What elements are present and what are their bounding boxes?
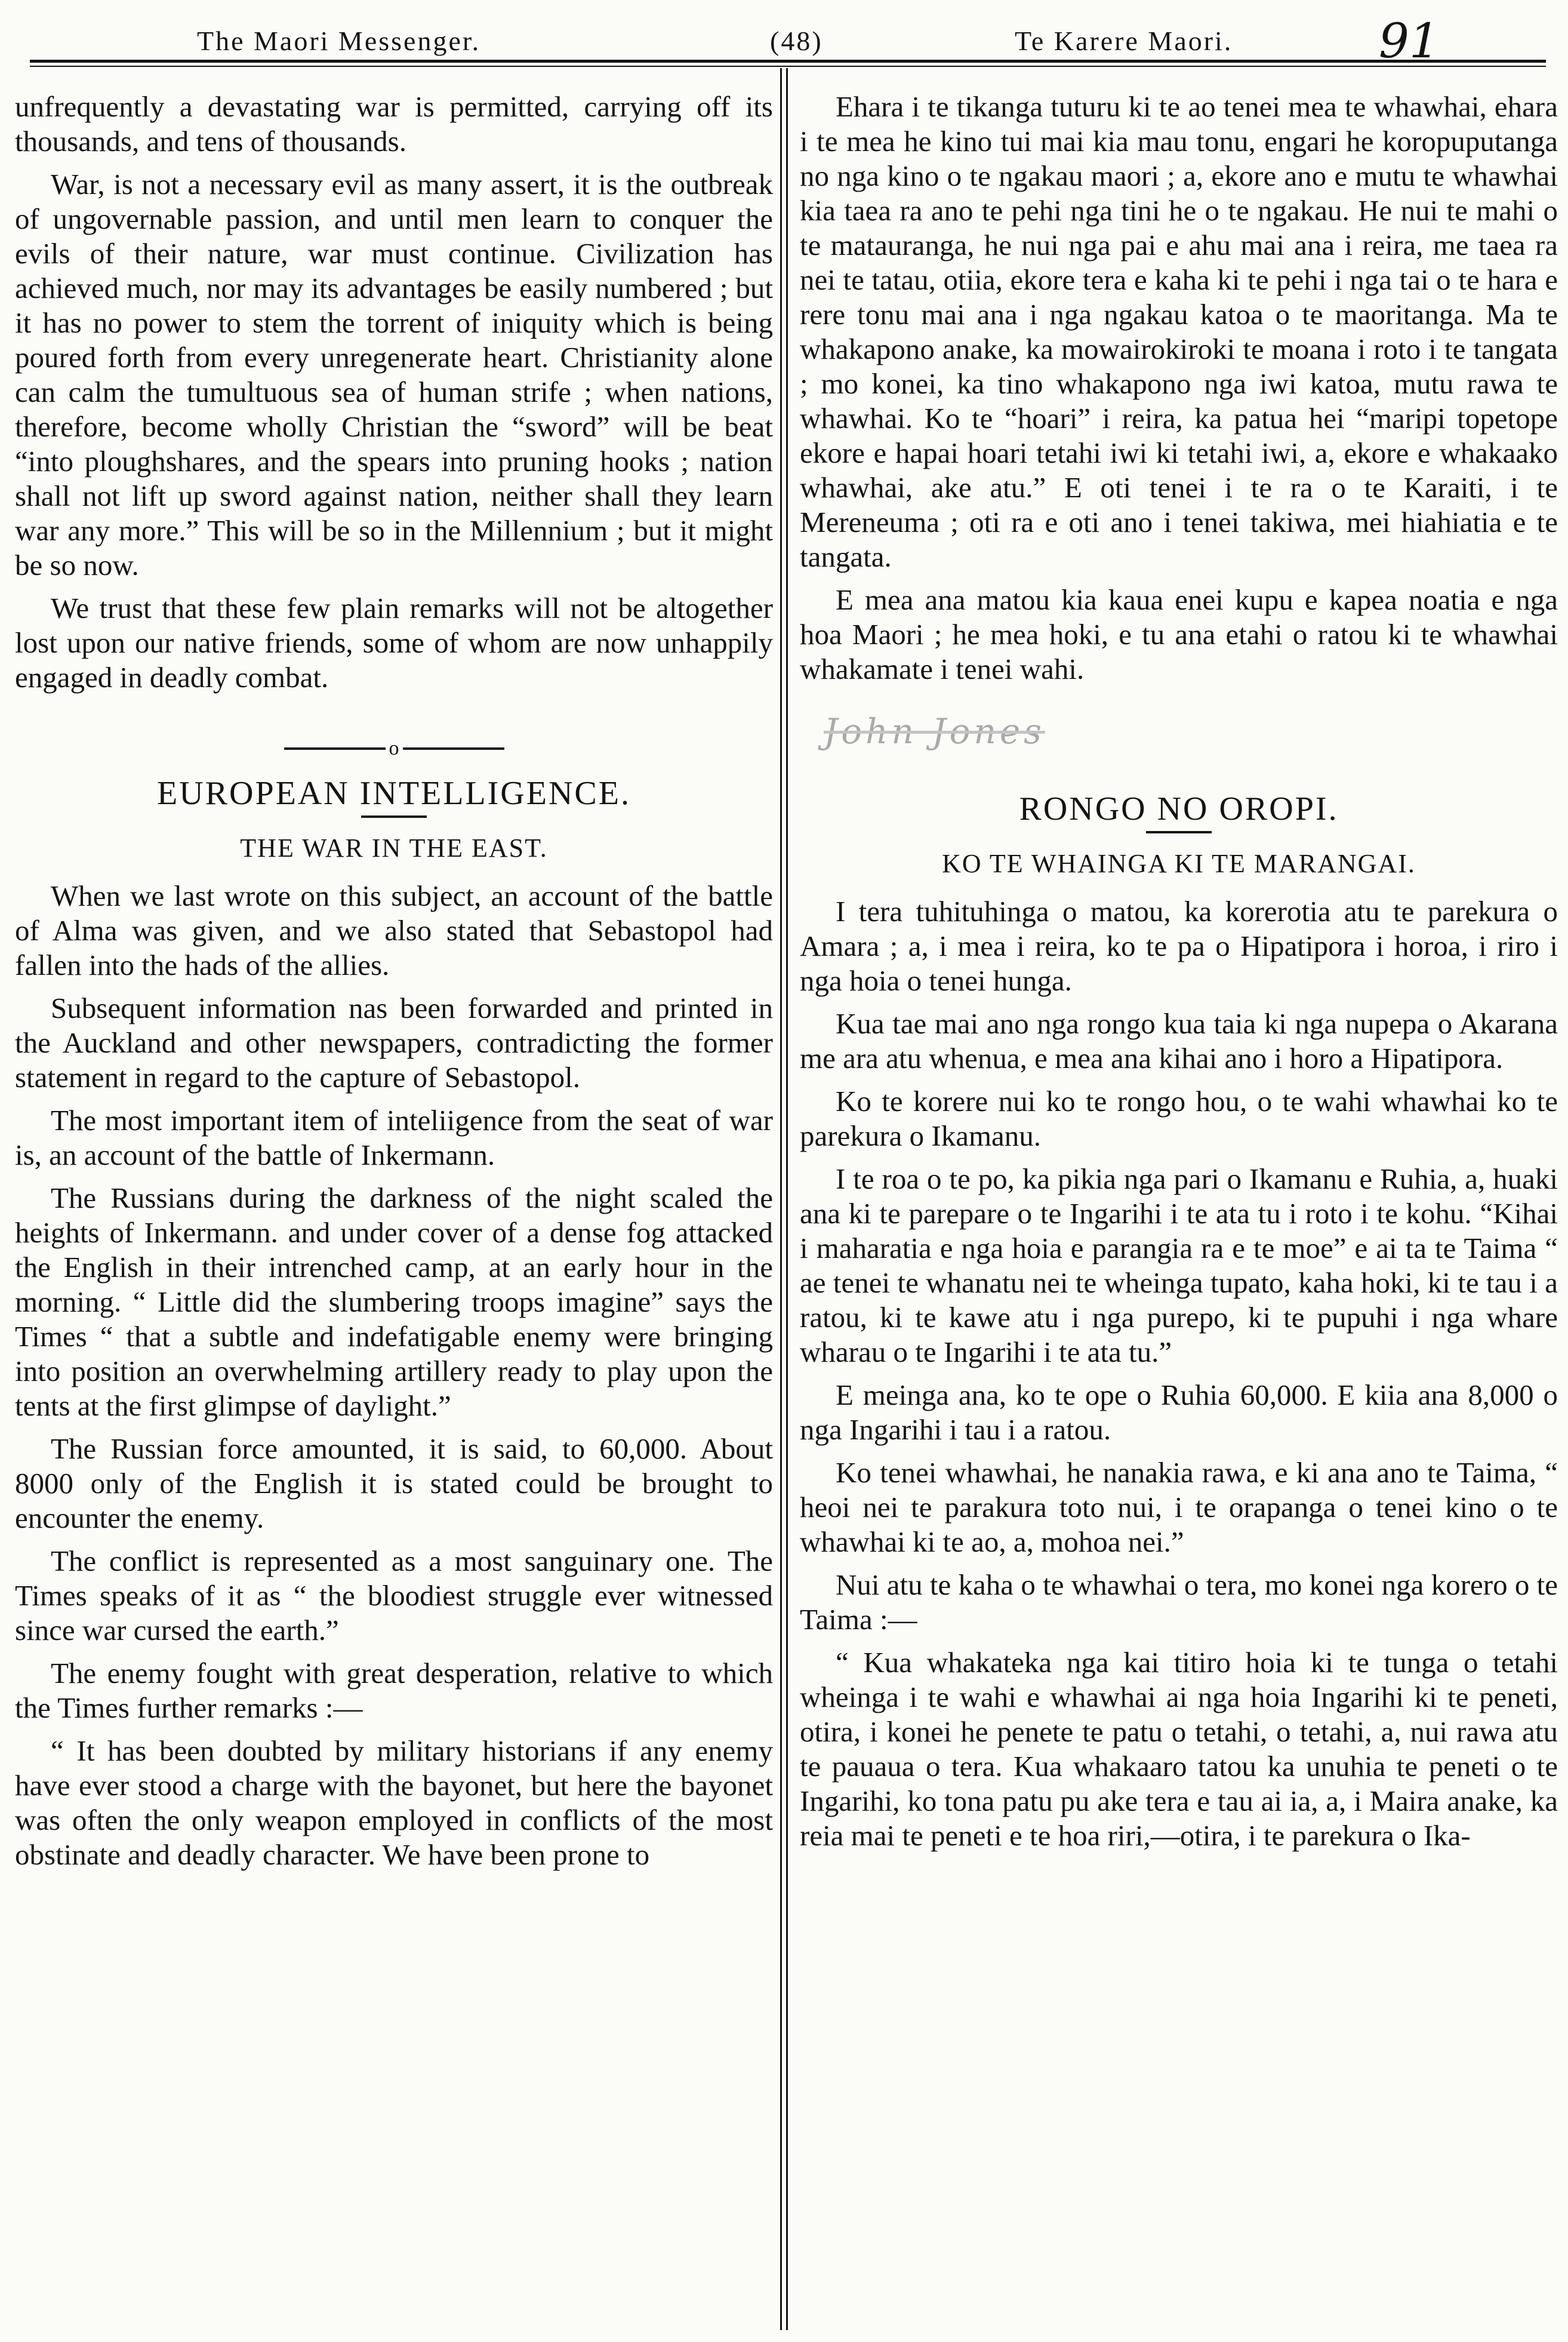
- section-heading: RONGO NO OROPI.: [1019, 790, 1339, 827]
- paragraph: The conflict is represented as a most sanguinary one. The Times speaks of it as “ the bloodiest struggle ever witnessed since war cursed the earth.”: [15, 1544, 773, 1647]
- paragraph: I tera tuhituhinga o matou, ka korerotia atu te parekura o Amara ; a, i mea i reira, ko te pa o Hipatipora i horoa, i riro i nga hoia o tenei hunga.: [800, 895, 1558, 997]
- paragraph: We trust that these few plain remarks will not be altogether lost upon our native friends, some of whom are now unhappily engaged in deadly combat.: [15, 592, 773, 694]
- header-left-title: The Maori Messenger.: [197, 26, 481, 56]
- header-rule-thin: [30, 66, 1546, 67]
- paragraph: Kua tae mai ano nga rongo kua taia ki nga nupepa o Akarana me ara atu whenua, e mea ana kihai ano i horo a Hipatipora.: [800, 1007, 1558, 1075]
- maori-column: [800, 90, 1558, 2334]
- page-number: (48): [770, 26, 823, 56]
- faded-signature: John Jones: [824, 711, 1045, 752]
- running-head: [0, 13, 1568, 69]
- sub-heading: KO TE WHAINGA KI TE MARANGAI.: [942, 849, 1416, 878]
- paragraph: Ehara i te tikanga tuturu ki te ao tenei mea te whawhai, ehara i te mea he kino tui mai kia mau tonu, engari he koropuputanga no nga kino o te ngakau maori ; a, ekore ano e mutu te whawhai kia taea ra ano te pehi nga tini he o te ngakau. He nui te mahi o te matauranga, he nui nga pai e ahu mai ana i reira, me taea ra nei te tatau, otiia, ekore tera e kaha ki te pehi i nga tai o te hara e rere tonu mai ana i nga ngakau katoa o te maoritanga. Ma te whakapono anake, ka mowairokiroki te moana i roto i te tangata ; mo konei, ka tino whakapono nga iwi katoa, mutu rawa te whawhai. Ko te “hoari” i reira, ka patua hei “maripi topetope ekore e hapai hoari tetahi iwi ki tetahi iwi, a, ekore e whakaako whawhai, ake atu.” E oti tenei i te ra o te Karaiti, i te Mereneuma ; oti ra e oti ano i tenei takiwa, mei hiahiatia e te tangata.: [800, 90, 1558, 573]
- paragraph: unfrequently a devastating war is permitted, carrying off its thousands, and tens of thousands.: [15, 90, 773, 158]
- paragraph: The Russians during the darkness of the night scaled the heights of Inkermann. and under cover of a dense fog attacked the English in their intrenched camp, at an early hour in the morning. “ Little did the slumbering troops imagine” says the Times “ that a subtle and indefatigable enemy were bringing into position an overwhelming artillery ready to play upon the tents at the first glimpse of daylight.”: [15, 1181, 773, 1422]
- paragraph: E mea ana matou kia kaua enei kupu e kapea noatia e nga hoa Maori ; he mea hoki, e tu ana etahi o ratou ki te whawhai whakamate i tenei wahi.: [800, 583, 1558, 685]
- paragraph: Ko tenei whawhai, he nanakia rawa, e ki ana ano te Taima, “ heoi nei te parakura toto nui, i te orapanga o tenei kino o te whawhai ki te ao, a, mohoa nei.”: [800, 1456, 1558, 1558]
- handwritten-page-mark: 91: [1379, 13, 1440, 69]
- header-rule-thick: [30, 60, 1546, 63]
- column-rule-right: [786, 68, 788, 2330]
- paragraph: “ Kua whakateka nga kai titiro hoia ki te tunga o tetahi wheinga i te wahi e whawhai ai nga hoia Ingarihi ki te peneti, otira, i konei he penete te patu o tetahi, o tetahi, a, nui rawa atu te pauaua o tera. Kua whakaaro tatou ka unuhia te peneti o te Ingarihi, ko tona patu pu ake tera e tau ai ia, a, i Maira anake, ka reia mai te peneti e te hoa riri,—otira, i te parekura o Ika-: [800, 1646, 1558, 1852]
- paragraph: E meinga ana, ko te ope o Ruhia 60,000. E kiia ana 8,000 o nga Ingarihi i tau i a ratou.: [800, 1378, 1558, 1446]
- sub-heading: THE WAR IN THE EAST.: [240, 833, 548, 863]
- paragraph: “ It has been doubted by military historians if any enemy have ever stood a charge with the bayonet, but here the bayonet was often the only weapon employed in conflicts of the most obstinate and deadly character. We have been prone to: [15, 1734, 773, 1871]
- english-column: [15, 90, 773, 2334]
- divider-line-right: [403, 747, 504, 750]
- divider-ornament: o: [389, 737, 399, 759]
- paragraph: Subsequent information nas been forwarded and printed in the Auckland and other newspapers, contradicting the former statement in regard to the capture of Sebastopol.: [15, 992, 773, 1094]
- paragraph: Nui atu te kaha o te whawhai o tera, mo konei nga korero o te Taima :—: [800, 1568, 1558, 1636]
- heading-rule: [361, 815, 427, 818]
- divider-line-left: [284, 747, 386, 750]
- paragraph: When we last wrote on this subject, an account of the battle of Alma was given, and we also stated that Sebastopol had fallen into the hads of the allies.: [15, 879, 773, 981]
- paragraph: The Russian force amounted, it is said, to 60,000. About 8000 only of the English it is stated could be brought to encounter the enemy.: [15, 1432, 773, 1534]
- section-divider: [15, 728, 773, 759]
- paragraph: Ko te korere nui ko te rongo hou, o te wahi whawhai ko te parekura o Ikamanu.: [800, 1085, 1558, 1152]
- column-rule-left: [780, 68, 782, 2330]
- paragraph: The most important item of inteliigence from the seat of war is, an account of the battle of Inkermann.: [15, 1104, 773, 1171]
- paragraph: War, is not a necessary evil as many assert, it is the outbreak of ungovernable passion, and until men learn to conquer the evils of their nature, war must continue. Civilization has achieved much, nor may its advantages be easily numbered ; but it has no power to stem the torrent of iniquity which is being poured forth from every unregenerate heart. Christianity alone can calm the tumultuous sea of human strife ; when nations, therefore, become wholly Christian the “sword” will be beat “into ploughshares, and the spears into pruning hooks ; nation shall not lift up sword against nation, neither shall they learn war any more.” This will be so in the Millennium ; but it might be so now.: [15, 168, 773, 581]
- paragraph: I te roa o te po, ka pikia nga pari o Ikamanu e Ruhia, a, huaki ana ki te parepare o te Ingarihi i te ata tu i roto i te kohu. “Kihai i maharatia e nga hoia e parangia ra e te moe” e ai ta te Taima “ ae tenei te whanatu nei te wheinga tupato, kaha hoki, ki te tau i a ratou, ki te kawe atu i nga purepo, ki te pupuhi i nga whare wharau o te Ingarihi i te ata tu.”: [800, 1162, 1558, 1368]
- section-heading: EUROPEAN INTELLIGENCE.: [157, 775, 631, 812]
- heading-rule: [1146, 831, 1212, 833]
- paragraph: The enemy fought with great desperation, relative to which the Times further remarks :—: [15, 1657, 773, 1724]
- header-right-title: Te Karere Maori.: [1015, 26, 1233, 56]
